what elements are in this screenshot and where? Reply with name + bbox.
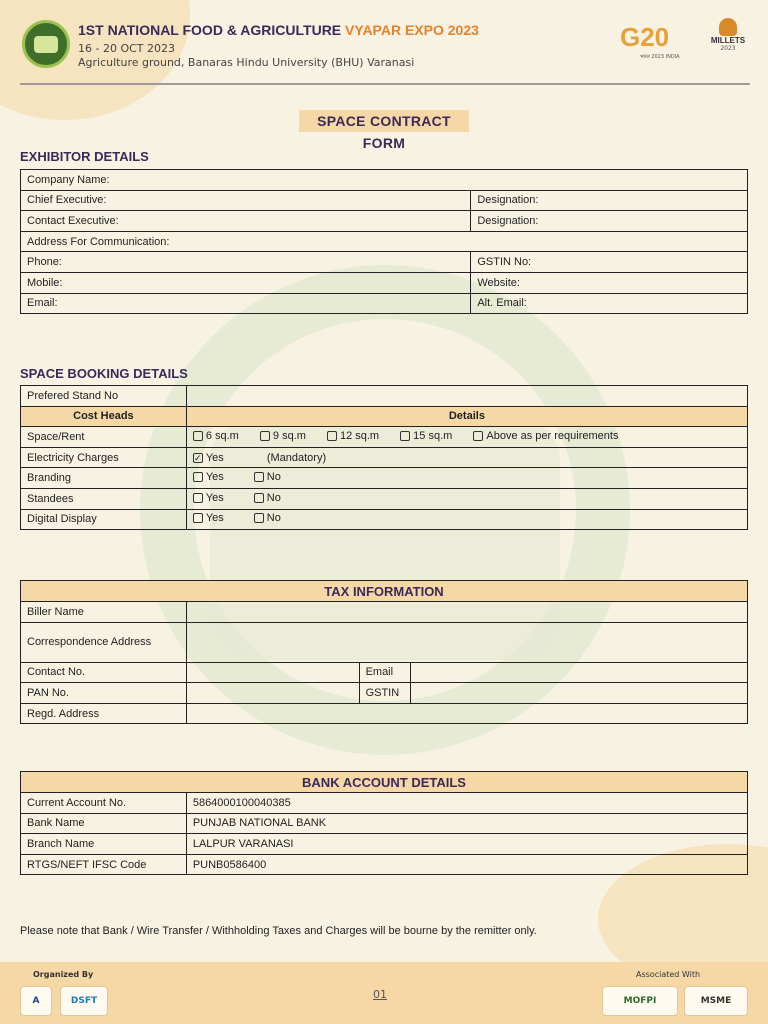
form-title: SPACE CONTRACT FORM (299, 110, 469, 132)
option-6sqm[interactable]: 6 sq.m (193, 430, 239, 442)
bank-row-value: 5864000100040385 (186, 793, 747, 814)
option-no[interactable]: No (254, 512, 281, 524)
tax-info-heading: TAX INFORMATION (21, 581, 748, 602)
regd-label: Regd. Address (21, 703, 187, 724)
organized-by-label: Organized By (33, 970, 94, 979)
checkbox-icon[interactable] (193, 493, 203, 503)
bank-row-value: LALPUR VARANASI (186, 834, 747, 855)
tax-info-table (20, 580, 748, 724)
regd-field[interactable] (186, 703, 747, 724)
bank-row-label: Current Account No. (21, 793, 187, 814)
remitter-note: Please note that Bank / Wire Transfer / Withholding Taxes and Charges will be bourne by the remitter only. (20, 925, 537, 937)
bank-row-label: RTGS/NEFT IFSC Code (21, 854, 187, 875)
checkbox-icon[interactable] (193, 431, 203, 441)
contact-executive-field[interactable]: Contact Executive: (21, 211, 471, 232)
bank-details-table (20, 771, 748, 875)
pan-field[interactable] (186, 683, 359, 704)
gstin-label: GSTIN (359, 683, 410, 704)
option-above[interactable]: Above as per requirements (473, 430, 618, 442)
millets-logo: MILLETS 2023 (706, 18, 750, 62)
correspondence-field[interactable] (186, 622, 747, 662)
designation-field-2[interactable]: Designation: (471, 211, 748, 232)
row-label: Standees (21, 488, 187, 509)
option-yes[interactable]: ✓ Yes (194, 451, 224, 464)
exhibitor-heading: EXHIBITOR DETAILS (20, 149, 149, 164)
header (20, 16, 748, 86)
option-15sqm[interactable]: 15 sq.m (400, 430, 452, 442)
checkbox-icon[interactable] (254, 513, 264, 523)
row-label: Branding (21, 468, 187, 489)
correspondence-label: Correspondence Address (21, 622, 187, 662)
tax-email-field[interactable] (410, 662, 747, 683)
checkbox-icon[interactable] (254, 493, 264, 503)
checkbox-icon[interactable] (193, 472, 203, 482)
stand-field[interactable] (186, 386, 747, 407)
stand-label: Prefered Stand No (21, 386, 187, 407)
g20-logo: G20 भारत 2023 INDIA (620, 22, 680, 60)
space-booking-table (20, 385, 748, 530)
associated-with-label: Associated With (636, 970, 701, 979)
biller-field[interactable] (186, 602, 747, 623)
page-number: 01 (373, 988, 387, 1001)
row-label: Space/Rent (21, 427, 187, 448)
checkbox-icon[interactable] (260, 431, 270, 441)
header-divider (20, 83, 750, 85)
gstin-field[interactable]: GSTIN No: (471, 252, 748, 273)
mofpi-logo: MOFPI (602, 986, 678, 1016)
company-name-field[interactable]: Company Name: (21, 170, 748, 191)
row-label: Digital Display (21, 509, 187, 530)
email-field[interactable]: Email: (21, 293, 471, 314)
bank-row-value: PUNB0586400 (186, 854, 747, 875)
designation-field[interactable]: Designation: (471, 190, 748, 211)
bank-heading: BANK ACCOUNT DETAILS (21, 772, 748, 793)
row-label: Electricity Charges (21, 447, 187, 468)
checkbox-icon[interactable] (473, 431, 483, 441)
alt-email-field[interactable]: Alt. Email: (471, 293, 748, 314)
expo-logo (22, 20, 70, 68)
option-yes[interactable]: Yes (193, 471, 224, 483)
website-field[interactable]: Website: (471, 272, 748, 293)
checkmark-icon[interactable]: ✓ (194, 452, 202, 463)
option-no[interactable]: No (254, 471, 281, 483)
cost-heads-header: Cost Heads (21, 406, 187, 427)
option-yes[interactable]: Yes (193, 512, 224, 524)
space-booking-heading: SPACE BOOKING DETAILS (20, 366, 188, 381)
address-field[interactable]: Address For Communication: (21, 231, 748, 252)
bank-row-label: Bank Name (21, 813, 187, 834)
checkbox-icon[interactable] (400, 431, 410, 441)
millet-icon (719, 18, 737, 36)
phone-field[interactable]: Phone: (21, 252, 471, 273)
details-header: Details (186, 406, 747, 427)
contact-label: Contact No. (21, 662, 187, 683)
expo-title: 1ST NATIONAL FOOD & AGRICULTURE VYAPAR EXPO 2023 (78, 22, 479, 38)
option-9sqm[interactable]: 9 sq.m (260, 430, 306, 442)
bank-row-label: Branch Name (21, 834, 187, 855)
bank-row-value: PUNJAB NATIONAL BANK (186, 813, 747, 834)
msme-logo: MSME (684, 986, 748, 1016)
organizer-logo: A (20, 986, 52, 1016)
dsft-logo: DSFT (60, 986, 108, 1016)
option-no[interactable]: No (254, 492, 281, 504)
chief-executive-field[interactable]: Chief Executive: (21, 190, 471, 211)
checkbox-icon[interactable] (193, 513, 203, 523)
expo-venue: Agriculture ground, Banaras Hindu University (BHU) Varanasi (78, 56, 415, 69)
biller-label: Biller Name (21, 602, 187, 623)
checkbox-icon[interactable] (327, 431, 337, 441)
footer (0, 962, 768, 1024)
option-12sqm[interactable]: 12 sq.m (327, 430, 379, 442)
contact-field[interactable] (186, 662, 359, 683)
checkbox-icon[interactable] (254, 472, 264, 482)
exhibitor-table (20, 169, 748, 314)
tax-gstin-field[interactable] (410, 683, 747, 704)
pan-label: PAN No. (21, 683, 187, 704)
email-label: Email (359, 662, 410, 683)
option-yes[interactable]: Yes (193, 492, 224, 504)
mandatory-note: (Mandatory) (266, 451, 327, 464)
mobile-field[interactable]: Mobile: (21, 272, 471, 293)
expo-date: 16 - 20 OCT 2023 (78, 42, 176, 55)
